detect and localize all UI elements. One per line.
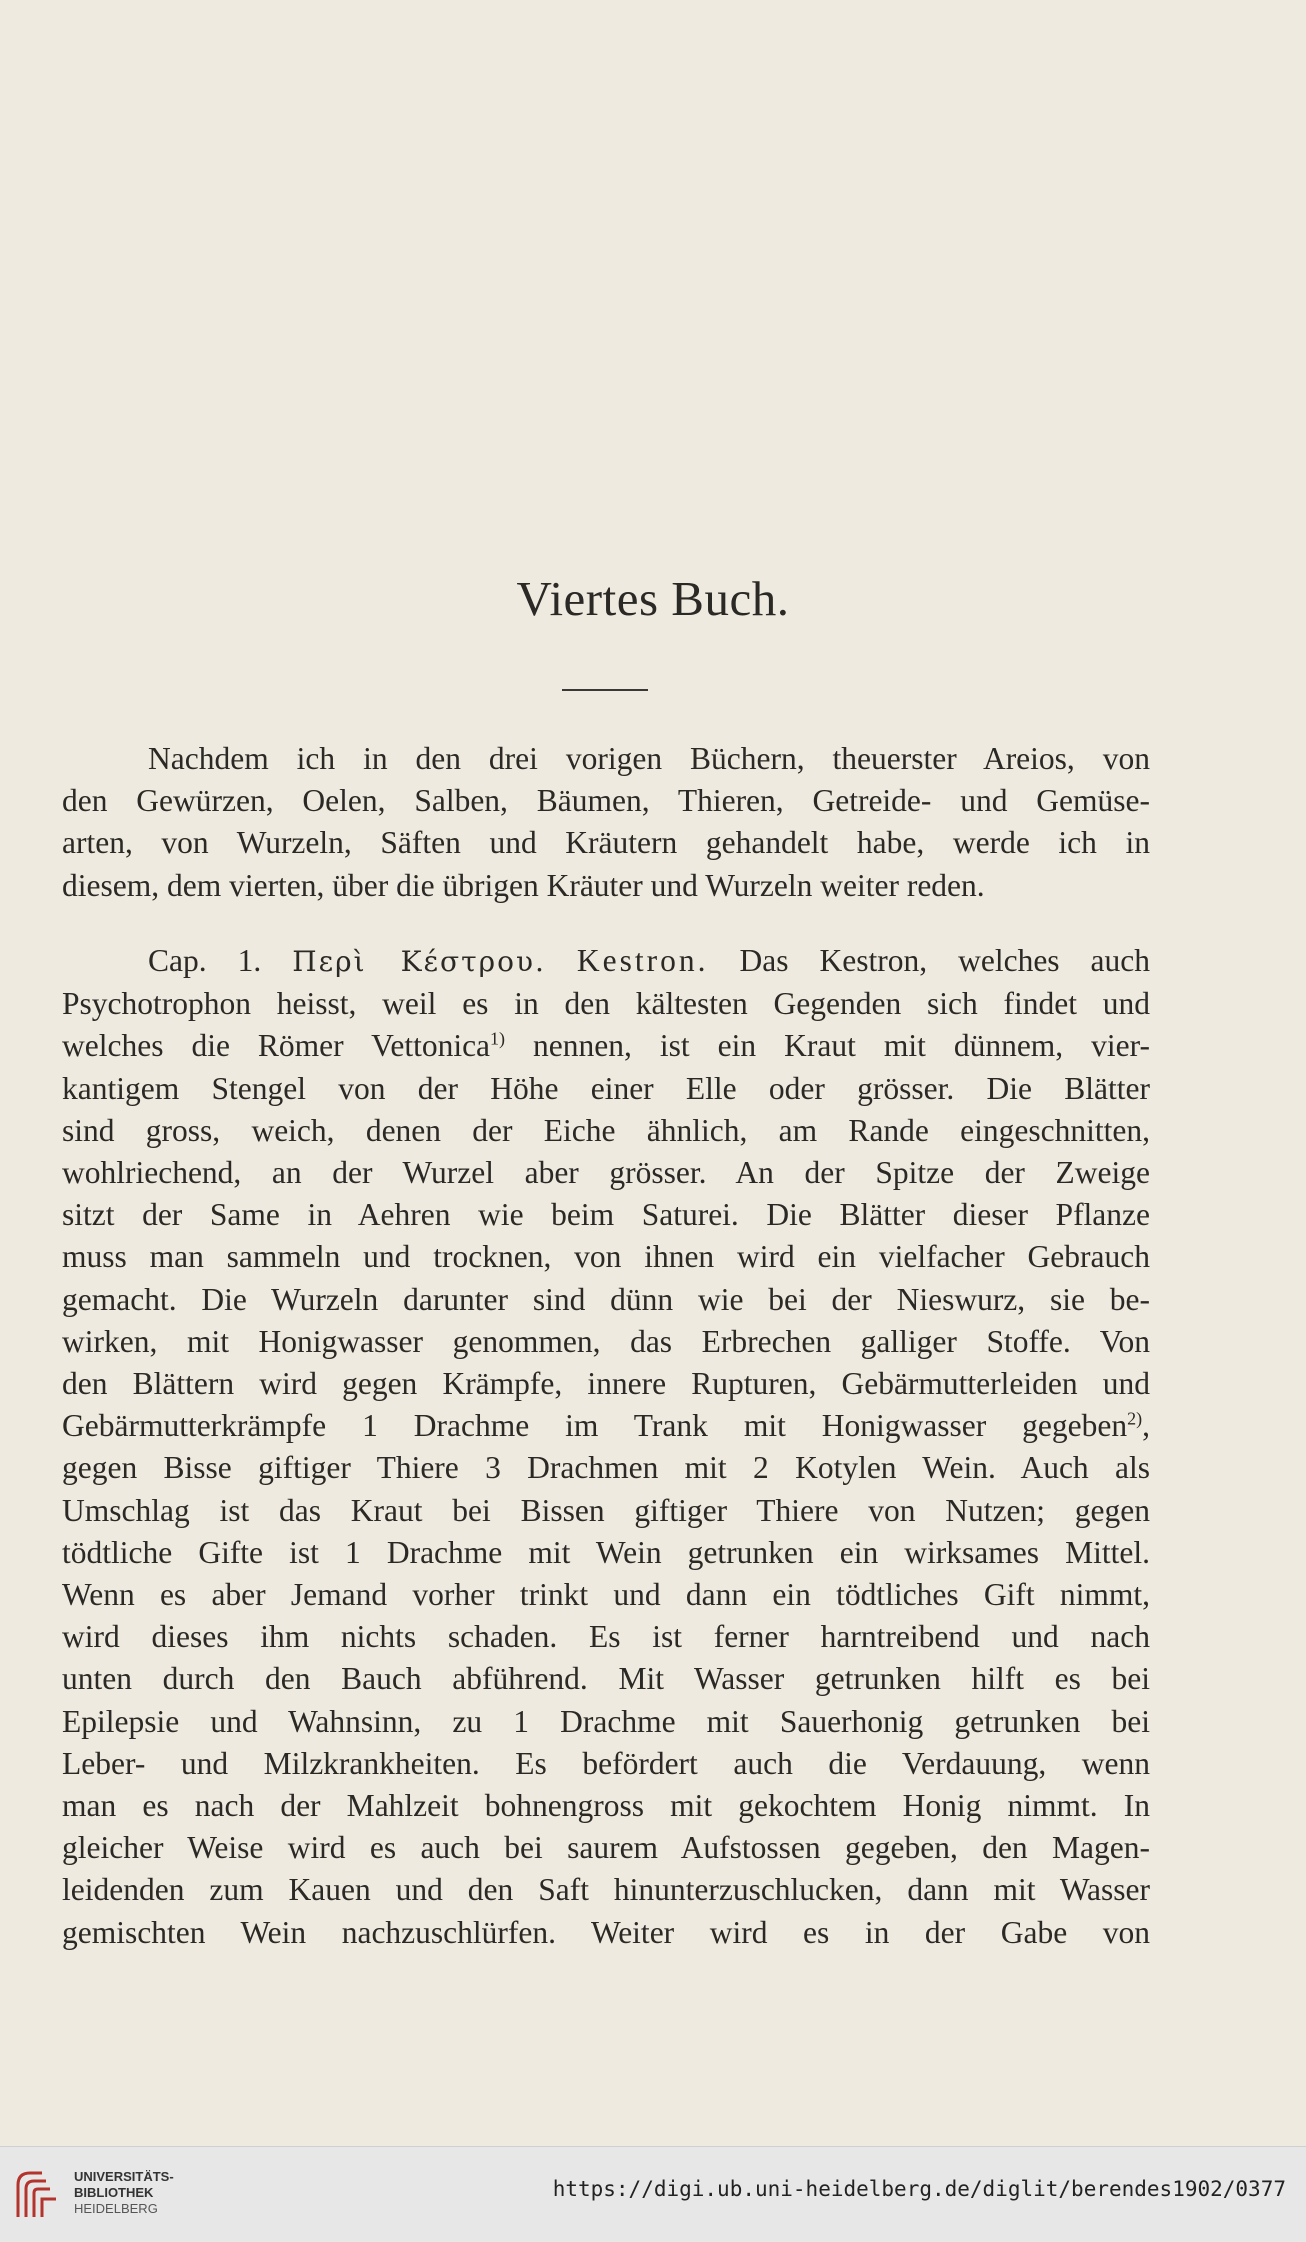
text-line: Epilepsie und Wahnsinn, zu 1 Drachme mit Sauerhonig getrunken bei [62,1703,1150,1739]
text-line: muss man sammeln und trocknen, von ihnen wird ein vielfacher Gebrauch [62,1239,1150,1275]
text-line: man es nach der Mahlzeit bohnengross mit gekochtem Honig nimmt. In [62,1788,1150,1824]
text-line: Nachdem ich in den drei vorigen Büchern, theuerster Areios, von [148,741,1150,776]
footer-bar [0,2146,1306,2242]
chapter-heading-line [62,940,1150,983]
library-name-line: BIBLIOTHEK [74,2185,154,2200]
text-line: Umschlag ist das Kraut bei Bissen giftiger Thiere von Nutzen; gegen [62,1492,1150,1528]
text-segment: nennen, ist ein Kraut mit dünnem, vier- [533,1028,1151,1064]
text-line-with-footnote [62,1405,1150,1447]
text-line: gleicher Weise wird es auch bei saurem Aufstossen gegeben, den Magen- [62,1830,1150,1866]
text-line: gegen Bisse giftiger Thiere 3 Drachmen mit 2 Kotylen Wein. Auch als [62,1450,1150,1486]
footnote-mark: 2) [1127,1408,1143,1429]
text-segment: welches die Römer Vettonica [62,1028,491,1064]
library-name [74,2169,174,2217]
text-line: kantigem Stengel von der Höhe einer Elle oder grösser. Die Blätter [62,1070,1150,1106]
text-segment: Gebärmutterkrämpfe 1 Drachme im Trank mit Honigwasser gegeben [62,1408,1128,1444]
text-line: sind gross, weich, denen der Eiche ähnlich, am Rande eingeschnitten, [62,1112,1150,1148]
text-line-rest: Das Kestron, welches auch [739,943,1151,978]
text-line: wird dieses ihm nichts schaden. Es ist ferner harntreibend und nach [62,1619,1150,1655]
library-logo-icon [12,2165,62,2223]
book-title: Viertes Buch. [516,571,790,626]
chapter-paragraph [62,940,1150,1954]
text-segment: , [1142,1408,1150,1444]
footnote-mark: 1) [490,1028,506,1049]
text-line: diesem, dem vierten, über die übrigen Kräuter und Wurzeln weiter reden. [62,867,985,903]
intro-paragraph [62,738,1150,907]
text-line: den Gewürzen, Oelen, Salben, Bäumen, Thieren, Getreide- und Gemüse- [62,783,1150,819]
greek-heading: Περὶ Κέστρου. [292,945,546,978]
text-line: Leber- und Milzkrankheiten. Es befördert auch die Verdauung, wenn [62,1745,1150,1781]
chapter-number: Cap. 1. [148,943,262,978]
text-line: arten, von Wurzeln, Säften und Kräutern gehandelt habe, werde ich in [62,825,1150,861]
text-line: gemischten Wein nachzuschlürfen. Weiter wird es in der Gabe von [62,1914,1150,1950]
library-name-line: UNIVERSITÄTS- [74,2169,174,2184]
text-line: den Blättern wird gegen Krämpfe, innere Rupturen, Gebärmutterleiden und [62,1366,1150,1402]
text-line: leidenden zum Kauen und den Saft hinunterzuschlucken, dann mit Wasser [62,1872,1150,1908]
text-line: wohlriechend, an der Wurzel aber grösser. An der Spitze der Zweige [62,1155,1150,1191]
text-line: Wenn es aber Jemand vorher trinkt und dann ein tödtliches Gift nimmt, [62,1577,1150,1613]
text-line: Psychotrophon heisst, weil es in den kältesten Gegenden sich findet und [62,986,1150,1022]
text-line: wirken, mit Honigwasser genommen, das Erbrechen galliger Stoffe. Von [62,1323,1150,1359]
title-divider [562,689,648,691]
text-line: gemacht. Die Wurzeln darunter sind dünn wie bei der Nieswurz, sie be- [62,1281,1150,1317]
text-line: unten durch den Bauch abführend. Mit Wasser getrunken hilft es bei [62,1661,1150,1697]
text-line: sitzt der Same in Aehren wie beim Saturei. Die Blätter dieser Pflanze [62,1197,1150,1233]
library-name-line: HEIDELBERG [74,2201,158,2216]
text-line: tödtliche Gifte ist 1 Drachme mit Wein getrunken ein wirksames Mittel. [62,1534,1150,1570]
text-line-with-footnote [62,1025,1150,1067]
document-url-link[interactable]: https://digi.ub.uni-heidelberg.de/diglit/berendes1902/0377 [552,2177,1286,2201]
plant-name: Kestron. [576,943,709,978]
